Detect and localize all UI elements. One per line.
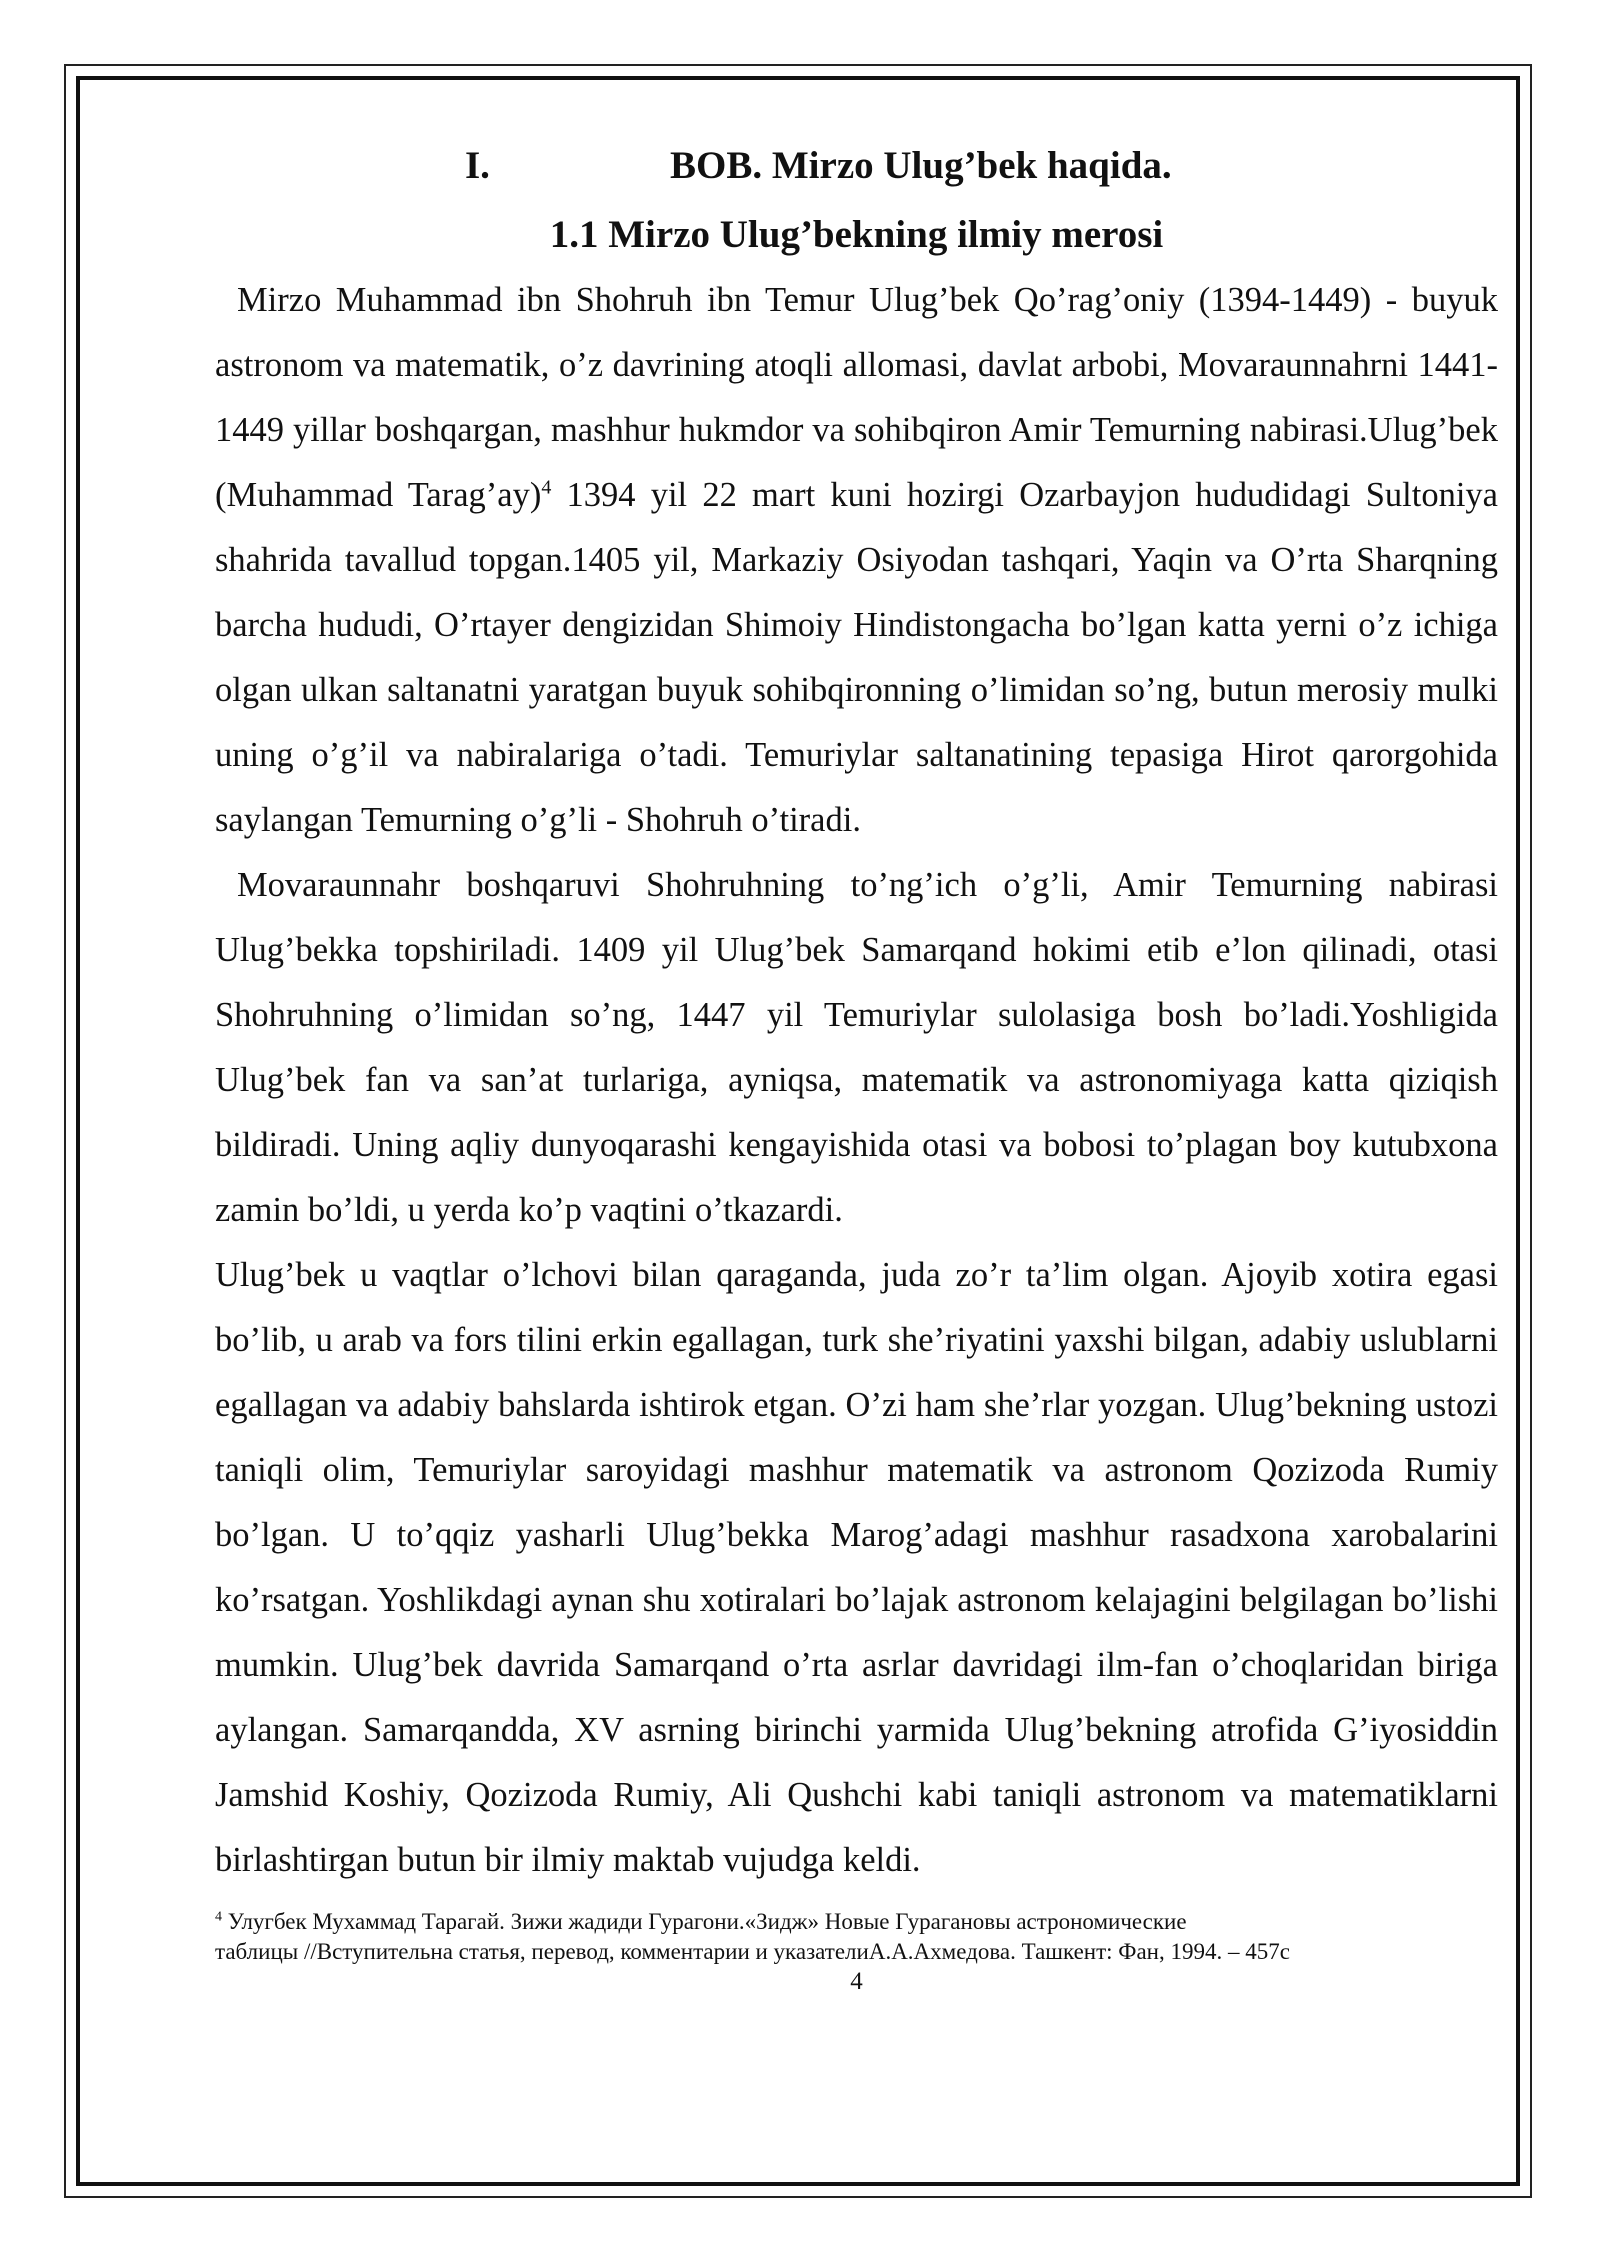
chapter-number: I. <box>465 144 490 187</box>
footnote-line-1 <box>215 1907 1498 1937</box>
paragraph-1-text-b: 1394 yil 22 mart kuni hozirgi Ozarbayjon hududidagi Sultoniya shahrida tavallud topgan.1405 yil, Markaziy Osiyodan tashqari, Yaqin va O’rta Sharqning barcha hududi, O’rtayer dengizidan Shimoiy Hindistongacha bo’lgan katta yerni o’z ichiga olgan ulkan saltanatni yaratgan buyuk sohibqironning o’limidan so’ng, butun merosiy mulki uning o’g’il va nabiralariga o’tadi. Temuriylar saltanatining tepasiga Hirot qarorgohida saylangan Temurning o’g’li - Shohruh o’tiradi. <box>215 476 1498 839</box>
footnote <box>215 1907 1498 1967</box>
footnote-mark: 4 <box>215 1909 222 1925</box>
chapter-title: BOB. Mirzo Ulug’bek haqida. <box>670 144 1172 187</box>
paragraph-3: Ulug’bek u vaqtlar o’lchovi bilan qaraganda, juda zo’r ta’lim olgan. Ajoyib xotira egasi bo’lib, u arab va fors tilini erkin egallagan, turk she’riyatini yaxshi bilgan, adabiy uslublarni egallagan va adabiy bahslarda ishtirok etgan. O’zi ham she’rlar yozgan. Ulug’bekning ustozi taniqli olim, Temuriylar saroyidagi mashhur matematik va astronom Qozizoda Rumiy bo’lgan. U to’qqiz yasharli Ulug’bekka Marog’adagi mashhur rasadxona xarobalarini ko’rsatgan. Yoshlikdagi aynan shu xotiralari bo’lajak astronom kelajagini belgilagan bo’lishi mumkin. Ulug’bek davrida Samarqand o’rta asrlar davridagi ilm-fan o’choqlaridan biriga aylangan. Samarqandda, XV asrning birinchi yarmida Ulug’bekning atrofida G’iyosiddin Jamshid Koshiy, Qozizoda Rumiy, Ali Qushchi kabi taniqli astronom va matematiklarni birlashtirgan butun bir ilmiy maktab vujudga keldi. <box>215 1256 1498 1879</box>
chapter-heading <box>215 130 1498 202</box>
paragraph-1 <box>215 268 1498 853</box>
footnote-reference[interactable]: 4 <box>541 476 552 499</box>
paragraph-2: Movaraunnahr boshqaruvi Shohruhning to’ng’ich o’g’li, Amir Temurning nabirasi Ulug’bekka topshiriladi. 1409 yil Ulug’bek Samarqand hokimi etib e’lon qilinadi, otasi Shohruhning o’limidan so’ng, 1447 yil Temuriylar sulolasiga bosh bo’ladi.Yoshligida Ulug’bek fan va san’at turlariga, ayniqsa, matematik va astronomiyaga katta qiziqish bildiradi. Uning aqliy dunyoqarashi kengayishida otasi va bobosi to’plagan boy kutubxona zamin bo’ldi, u yerda ko’p vaqtini o’tkazardi. <box>215 866 1498 1229</box>
page-number: 4 <box>850 1968 863 1995</box>
paragraph-1-text-a: Mirzo Muhammad ibn Shohruh ibn Temur Ulug’bek Qo’rag’oniy (1394-1449) - buyuk astronom va matematik, o’z davrining atoqli allomasi, davlat arbobi, Movaraunnahrni 1441-1449 yillar boshqargan, mashhur hukmdor va sohibqiron Amir Temurning nabirasi.Ulug’bek (Muhammad Tarag’ay) <box>215 281 1498 514</box>
footnote-text-1: Улугбек Мухаммад Тарагай. Зижи жадиди Гурагони.«Зидж» Новые Гурагановы астрономические <box>222 1909 1187 1934</box>
footnote-line-2: таблицы //Вступительна статья, перевод, комментарии и указателиА.А.Ахмедова. Ташкент: Фан, 1994. – 457с <box>215 1939 1290 1964</box>
page-content <box>215 130 1498 1997</box>
section-title: 1.1 Mirzo Ulug’bekning ilmiy merosi <box>549 213 1164 256</box>
